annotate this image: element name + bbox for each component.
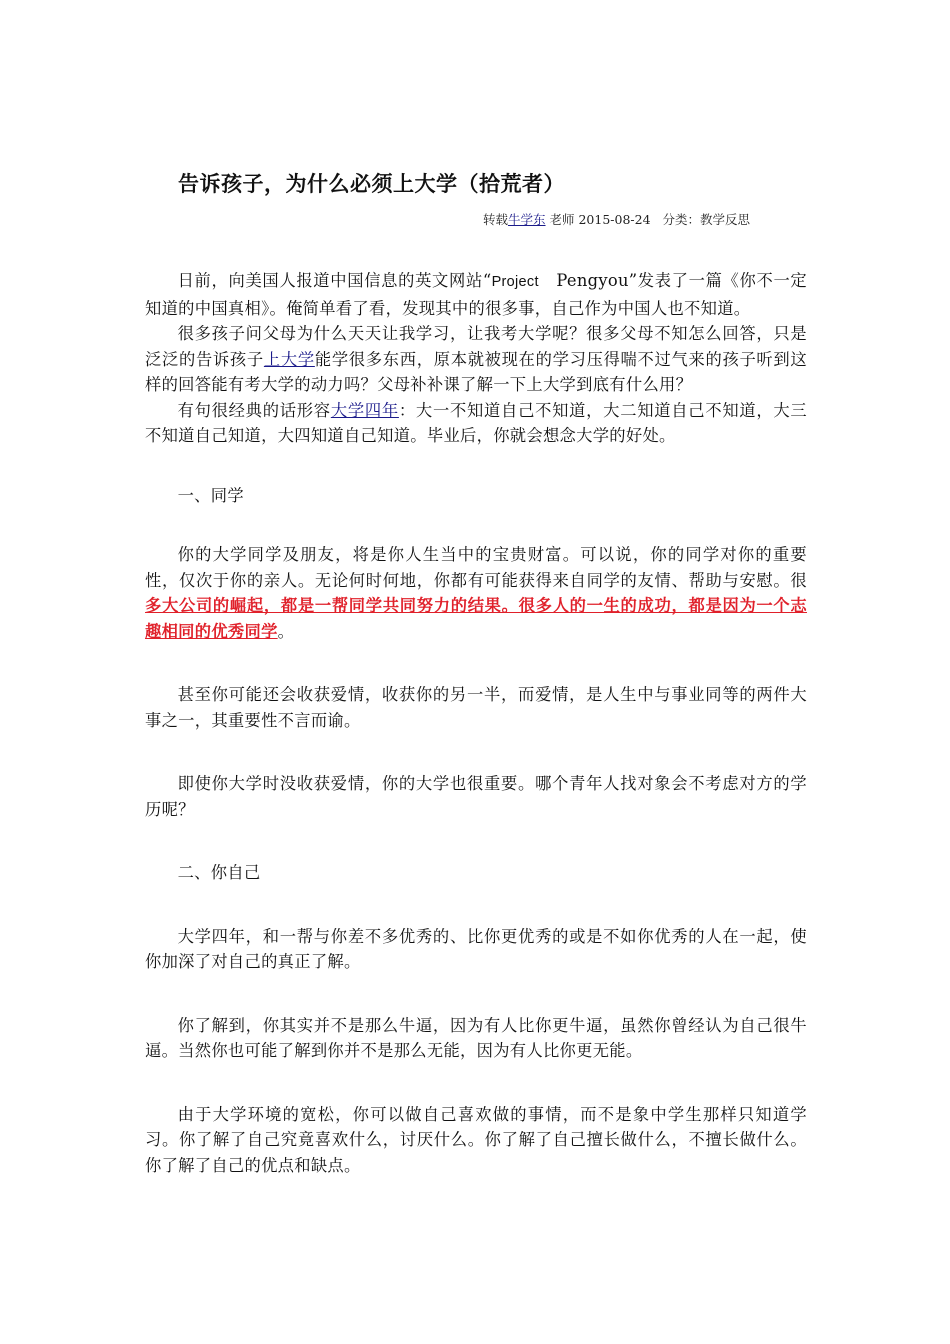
section1-heading: 一、同学 [177,485,244,505]
text-span: 能学很多东西，原本就被现在的学习压得喘不过气来的孩子听到这样的回答能有考大学的动力吗？父母补补课了解一下上大学到底有什么用？ [145,349,807,394]
meta-role-date: 老师 2015-08-24 [545,212,651,227]
article-meta [483,210,750,228]
text-span: 。 [277,621,295,641]
text-span: 有句很经典的话形容 [177,400,331,420]
intro-paragraph-2 [145,321,807,398]
section1-paragraph-3: 即使你大学时没收获爱情，你的大学也很重要。哪个青年人找对象会不考虑对方的学历呢？ [145,774,807,819]
text-project: Project [491,274,539,290]
intro-paragraph-1 [145,268,807,321]
section2-heading: 二、你自己 [177,863,261,882]
author-link[interactable]: 牛学东 [508,212,546,227]
text-span: 日前，向美国人报道中国信息的英文网站“ [177,271,492,290]
section2-paragraph-3: 由于大学环境的宽松，你可以做自己喜欢做的事情，而不是象中学生那样只知道学习。你了解了自己究竟喜欢什么，讨厌什么。你了解了自己擅长做什么，不擅长做什么。你了解了自己的优点和缺点。 [145,1104,807,1175]
text-span: 很多孩子问父母为什么天天让我学习，让我考大学呢？很多父母不知怎么回答，只是泛泛的告诉孩子 [145,324,807,369]
intro-paragraph-3 [145,398,807,449]
section2-paragraph-2: 你了解到，你其实并不是那么牛逼，因为有人比你更牛逼，虽然你曾经认为自己很牛逼。当然你也可能了解到你并不是那么无能，因为有人比你更无能。 [145,1015,807,1060]
meta-prefix: 转载 [483,212,509,227]
article-title: 告诉孩子，为什么必须上大学（拾荒者） [178,172,565,196]
link-college[interactable]: 上大学 [263,349,315,369]
article-body [145,268,807,1178]
meta-category: 分类：教学反思 [662,212,750,227]
text-span: ”发表了一篇《你不一定知道的中国真相》。俺简单看了看，发现其中的很多事，自己作为中国人也不知道。 [145,271,807,318]
text-span: ：大一不知道自己不知道，大二知道自己不知道，大三不知道自己知道，大四知道自己知道。毕业后，你就会想念大学的好处。 [145,400,808,445]
link-four-years[interactable]: 大学四年 [330,400,399,420]
section1-paragraph-2: 甚至你可能还会收获爱情，收获你的另一半，而爱情，是人生中与事业同等的两件大事之一，其重要性不言而谕。 [145,685,807,730]
text-pengyou: Pengyou [556,271,629,290]
section1-paragraph-1 [145,542,807,644]
highlighted-text: 多大公司的崛起，都是一帮同学共同努力的结果。很多人的一生的成功，都是因为一个志趣相同的优秀同学 [145,596,807,641]
section2-paragraph-1: 大学四年，和一帮与你差不多优秀的、比你更优秀的或是不如你优秀的人在一起，使你加深了对自己的真正了解。 [145,926,807,971]
text-span: 你的大学同学及朋友，将是你人生当中的宝贵财富。可以说，你的同学对你的重要性，仅次于你的亲人。无论何时何地，你都有可能获得来自同学的友情、帮助与安慰。很 [145,545,807,590]
